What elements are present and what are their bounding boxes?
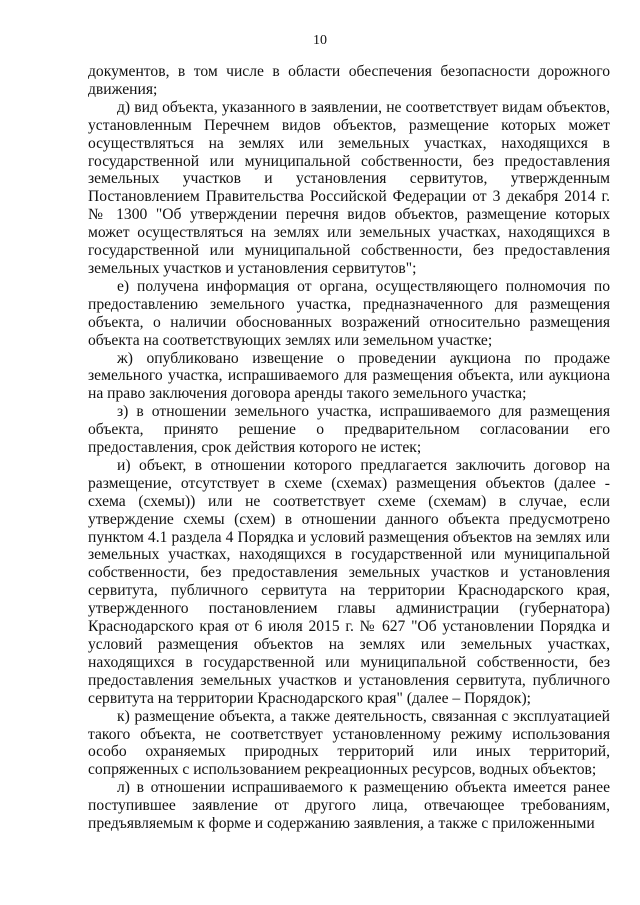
- paragraph-continuation: документов, в том числе в области обеспечения безопасности дорожного движения;: [88, 63, 610, 98]
- paragraph-item-zh: ж) опубликовано извещение о проведении аукциона по продаже земельного участка, испрашиваемого для размещения объекта, или аукциона на право заключения договора аренды такого земельного участка;: [88, 349, 610, 403]
- paragraph-item-d: д) вид объекта, указанного в заявлении, не соответствует видам объектов, установленным Перечнем видов объектов, размещение которых может осуществляться на землях или земельных участках, находящихся в государственной или муниципальной собственности, без предоставления земельных участков и установления сервитутов, утвержденным Постановлением Правительства Российской Федерации от 3 декабря 2014 г. № 1300 "Об утверждении перечня видов объектов, размещение которых может осуществляться на землях или земельных участках, находящихся в государственной или муниципальной собственности, без предоставления земельных участков и установления сервитутов";: [88, 98, 610, 277]
- paragraph-item-l: л) в отношении испрашиваемого к размещению объекта имеется ранее поступившее заявление от другого лица, отвечающее требованиям, предъявляемым к форме и содержанию заявления, а также с приложенными: [88, 779, 610, 833]
- paragraph-item-z: з) в отношении земельного участка, испрашиваемого для размещения объекта, принято решение о предварительном согласовании его предоставления, срок действия которого не истек;: [88, 403, 610, 457]
- document-body: [88, 63, 610, 833]
- paragraph-item-i: и) объект, в отношении которого предлагается заключить договор на размещение, отсутствует в схеме (схемах) размещения объектов (далее - схема (схемы)) или не соответствует схеме (схемам) в случае, если утверждение схемы (схем) в отношении данного объекта предусмотрено пунктом 4.1 раздела 4 Порядка и условий размещения объектов на землях или земельных участках, находящихся в государственной или муниципальной собственности, без предоставления земельных участков и установления сервитута, публичного сервитута на территории Краснодарского края, утвержденного постановлением главы администрации (губернатора) Краснодарского края от 6 июля 2015 г. № 627 "Об установлении Порядка и условий размещения объектов на землях или земельных участках, находящихся в государственной или муниципальной собственности, без предоставления земельных участков и установления сервитута, публичного сервитута на территории Краснодарского края" (далее – Порядок);: [88, 456, 610, 707]
- page-number: 10: [313, 33, 327, 48]
- paragraph-item-k: к) размещение объекта, а также деятельность, связанная с эксплуатацией такого объекта, не соответствует установленному режиму использования особо охраняемых природных территорий или иных территорий, сопряженных с использованием рекреационных ресурсов, водных объектов;: [88, 707, 610, 779]
- paragraph-item-e: е) получена информация от органа, осуществляющего полномочия по предоставлению земельного участка, предназначенного для размещения объекта, о наличии обоснованных возражений относительно размещения объекта на соответствующих землях или земельном участке;: [88, 277, 610, 349]
